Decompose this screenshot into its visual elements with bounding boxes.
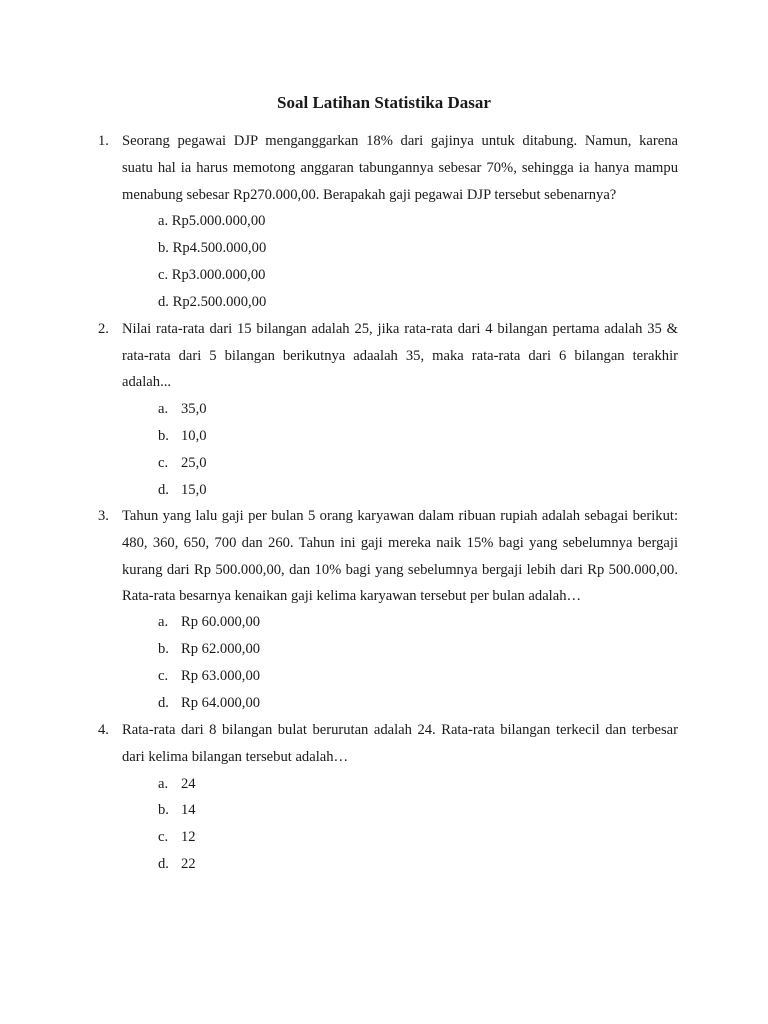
question-4-line-1: Rata-rata dari 8 bilangan bulat berurutan adalah 24. Rata-rata bilangan terkecil dan terbesar xyxy=(122,722,678,738)
question-2-option-b-letter: b. xyxy=(158,428,169,444)
question-1-number: 1. xyxy=(98,133,109,149)
question-2-option-c-value: 25,0 xyxy=(181,455,207,471)
question-1-line-2: suatu hal ia harus memotong anggaran tabungannya sebesar 70%, sehingga ia hanya mampu xyxy=(122,160,678,176)
question-3-line-3: kurang dari Rp 500.000,00, dan 10% bagi yang sebelumnya bergaji lebih dari Rp 500.000,00. xyxy=(122,562,678,578)
question-1-option-c: c. Rp3.000.000,00 xyxy=(158,267,266,283)
question-3-line-4: Rata-rata besarnya kenaikan gaji kelima karyawan tersebut per bulan adalah… xyxy=(122,588,582,604)
question-2-option-a-letter: a. xyxy=(158,401,169,417)
question-2-number: 2. xyxy=(98,321,109,337)
question-1-line-3: menabung sebesar Rp270.000,00. Berapakah gaji pegawai DJP tersebut sebenarnya? xyxy=(122,187,617,203)
question-1-line-1: Seorang pegawai DJP menganggarkan 18% dari gajinya untuk ditabung. Namun, karena xyxy=(122,133,678,149)
question-3-option-b-value: Rp 62.000,00 xyxy=(181,641,261,657)
question-2-option-d-value: 15,0 xyxy=(181,482,207,498)
question-4-option-a-letter: a. xyxy=(158,776,169,792)
question-3-option-d-letter: d. xyxy=(158,695,169,711)
question-3-line-1: Tahun yang lalu gaji per bulan 5 orang karyawan dalam ribuan rupiah adalah sebagai berikut: xyxy=(122,508,678,524)
question-4-number: 4. xyxy=(98,722,109,738)
question-3-option-d-value: Rp 64.000,00 xyxy=(181,695,261,711)
question-4-option-d-value: 22 xyxy=(181,856,196,872)
question-4-option-a-value: 24 xyxy=(181,776,196,792)
question-2-option-d-letter: d. xyxy=(158,482,169,498)
question-4-option-b-letter: b. xyxy=(158,802,169,818)
question-4-option-b-value: 14 xyxy=(181,802,196,818)
question-3-option-c-letter: c. xyxy=(158,668,169,684)
question-2-line-3: adalah... xyxy=(122,374,172,390)
question-1-option-b: b. Rp4.500.000,00 xyxy=(158,240,267,256)
question-4-option-d-letter: d. xyxy=(158,856,169,872)
question-3-option-c-value: Rp 63.000,00 xyxy=(181,668,261,684)
question-4-option-c-letter: c. xyxy=(158,829,169,845)
question-2-option-b-value: 10,0 xyxy=(181,428,207,444)
question-3-line-2: 480, 360, 650, 700 dan 260. Tahun ini gaji mereka naik 15% bagi yang sebelumnya bergaji xyxy=(122,535,678,551)
question-3-option-a-value: Rp 60.000,00 xyxy=(181,614,261,630)
question-3-number: 3. xyxy=(98,508,109,524)
question-4-line-2: dari kelima bilangan tersebut adalah… xyxy=(122,749,349,765)
question-2-option-a-value: 35,0 xyxy=(181,401,207,417)
question-2-line-1: Nilai rata-rata dari 15 bilangan adalah 25, jika rata-rata dari 4 bilangan pertama adalah 35 & xyxy=(122,321,678,337)
question-3-option-a-letter: a. xyxy=(158,614,169,630)
page-title: Soal Latihan Statistika Dasar xyxy=(277,93,491,112)
question-2-option-c-letter: c. xyxy=(158,455,169,471)
question-3-option-b-letter: b. xyxy=(158,641,169,657)
question-2-line-2: rata-rata dari 5 bilangan berikutnya adaalah 35, maka rata-rata dari 6 bilangan terakhir xyxy=(122,348,678,364)
question-1-option-d: d. Rp2.500.000,00 xyxy=(158,294,267,310)
question-4-option-c-value: 12 xyxy=(181,829,196,845)
question-1-option-a: a. Rp5.000.000,00 xyxy=(158,213,266,229)
